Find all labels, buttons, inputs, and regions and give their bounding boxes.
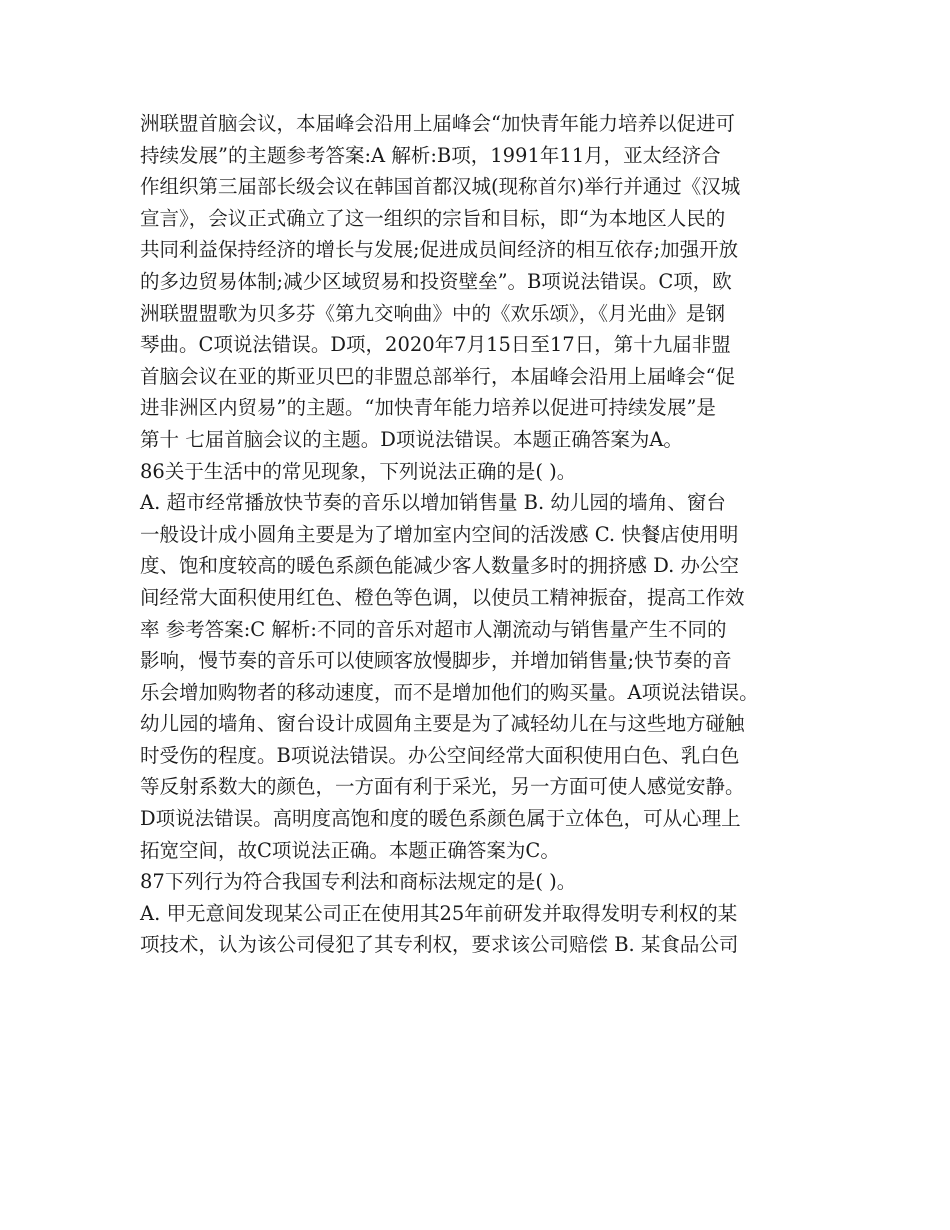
text-line: 首脑会议在亚的斯亚贝巴的非盟总部举行，本届峰会沿用上届峰会“促 <box>140 364 735 388</box>
text-line: D项说法错误。高明度高饱和度的暖色系颜色属于立体色，可从心理上 <box>140 807 741 831</box>
text-line: 幼儿园的墙角、窗台设计成圆角主要是为了减轻幼儿在与这些地方碰触 <box>140 712 745 736</box>
text-line: 持续发展”的主题参考答案:A 解析:B项，1991年11月，亚太经济合 <box>140 143 721 167</box>
text-line: 一般设计成小圆角主要是为了增加室内空间的活泼感 C. 快餐店使用明 <box>140 522 739 546</box>
text-line: 拓宽空间，故C项说法正确。本题正确答案为C。 <box>140 838 560 862</box>
text-line: 共同利益保持经济的增长与发展;促进成员间经济的相互依存;加强开放 <box>140 238 739 262</box>
document-body-text <box>140 108 820 961</box>
text-line: 进非洲区内贸易”的主题。“加快青年能力培养以促进可持续发展”是 <box>140 396 716 420</box>
question-heading-86: 86关于生活中的常见现象，下列说法正确的是( )。 <box>140 459 577 483</box>
text-line: 影响，慢节奏的音乐可以使顾客放慢脚步，并增加销售量;快节奏的音 <box>140 649 732 673</box>
text-line: A. 甲无意间发现某公司正在使用其25年前研发并取得发明专利权的某 <box>140 901 738 925</box>
question-heading-87: 87下列行为符合我国专利法和商标法规定的是( )。 <box>140 870 577 894</box>
text-line: 等反射系数大的颜色，一方面有利于采光，另一方面可使人感觉安静。 <box>140 775 745 799</box>
text-line: 乐会增加购物者的移动速度，而不是增加他们的购买量。A项说法错误。 <box>140 680 759 704</box>
text-line: 率 参考答案:C 解析:不同的音乐对超市人潮流动与销售量产生不同的 <box>140 617 727 641</box>
text-line: 作组织第三届部长级会议在韩国首都汉城(现称首尔)举行并通过《汉城 <box>140 175 741 199</box>
text-line: 间经常大面积使用红色、橙色等色调，以使员工精神振奋，提高工作效 <box>140 585 745 609</box>
text-line: 洲联盟首脑会议，本届峰会沿用上届峰会“加快青年能力培养以促进可 <box>140 112 735 135</box>
text-line: 度、饱和度较高的暖色系颜色能减少客人数量多时的拥挤感 D. 办公空 <box>140 554 740 578</box>
text-line: 琴曲。C项说法错误。D项，2020年7月15日至17日，第十九届非盟 <box>140 333 731 357</box>
text-line: 宣言》，会议正式确立了这一组织的宗旨和目标，即“为本地区人民的 <box>140 206 726 230</box>
text-line: A. 超市经常播放快节奏的音乐以增加销售量 B. 幼儿园的墙角、窗台 <box>140 491 726 515</box>
text-line: 时受伤的程度。B项说法错误。办公空间经常大面积使用白色、乳白色 <box>140 743 740 767</box>
text-line: 项技术，认为该公司侵犯了其专利权，要求该公司赔偿 B. 某食品公司 <box>140 933 739 957</box>
text-line: 第十 七届首脑会议的主题。D项说法错误。本题正确答案为A。 <box>140 427 683 451</box>
text-line: 洲联盟盟歌为贝多芬《第九交响曲》中的《欢乐颂》，《月光曲》是钢 <box>140 301 726 325</box>
text-line: 的多边贸易体制;减少区域贸易和投资壁垒”。B项说法错误。C项，欧 <box>140 269 732 293</box>
